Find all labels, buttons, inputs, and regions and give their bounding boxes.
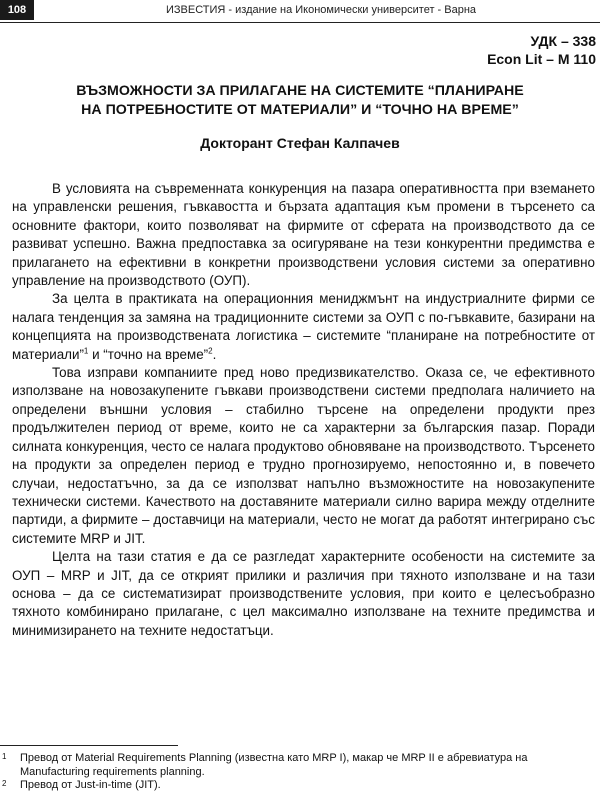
footnote-1 [0, 752, 594, 779]
title-line-1: ВЪЗМОЖНОСТИ ЗА ПРИЛАГАНЕ НА СИСТЕМИТЕ “ПЛАНИРАНЕ [76, 83, 524, 99]
paragraph-2-part-a: За целта в практиката на операционния мениджмънт на индустриалните фирми се налага тенденция за замяна на традиционните системи за ОУП с по-гъвкавите, базирани на концепцията на производствената логистика – системите “планиране на потребностите от материали” [12, 291, 595, 362]
econlit-code: Econ Lit – M 110 [487, 51, 596, 67]
author-name: Докторант Стефан Калпачев [200, 135, 400, 151]
footnote-mark-1: 1 [2, 752, 7, 761]
page-number: 108 [0, 0, 34, 20]
paragraph-2 [12, 290, 595, 364]
paragraph-2-part-b: и “точно на време” [88, 346, 209, 362]
paragraph-1: В условията на съвременната конкуренция на пазара оперативността при вземането на управленски решения, гъвкавостта и бързата адаптация към промени в търсенето са основните фактори, които позволяват на фирмите от сферата на производството да се развиват успешно. Важна предпоставка за осигуряване на тези конкурентни предимства е прилагането на ефективни в конкретни производствени условия системи за оперативно управление на производството (ОУП). [12, 181, 595, 289]
footnote-text-2: Превод от Just-in-time (JIT). [20, 779, 161, 791]
footnote-mark-2: 2 [2, 779, 7, 788]
journal-title: ИЗВЕСТИЯ - издание на Икономически университет - Варна [165, 4, 477, 16]
footnotes [0, 752, 594, 793]
footnote-divider [0, 745, 178, 746]
paragraph-4: Целта на тази статия е да се разгледат характерните особености на системите за ОУП – MRP и JIT, да се открият прилики и различия при тяхното използване и на тази основа – да се систематизират производствените условия, при които е целесъобразно тяхното комбинирано прилагане, с цел максимално използване на техните предимства и минимизирането на техните недостатъци. [12, 549, 595, 638]
paragraph-3: Това изправи компаниите пред ново предизвикателство. Оказа се, че ефективното използване на новозакупените гъвкави производствени системи предполага наличието на определени външни условия – стабилно търсене на определени продукти през продължителен период от време, които не са характерни за българския пазар. Поради силната конкуренция, често се налага продуктово обновяване на производството. Търсенето на продукти за определен период е трудно прогнозируемо, непостоянно и, в повечето случаи, недостатъчно, за да се използват напълно възможностите на новозакупените технически системи. Качеството на доставяните материали силно варира между отделните партиди, а фирмите – доставчици на материали, често не могат да работят интегрирано със системите MRP и JIT. [12, 365, 595, 546]
udk-code: УДК – 338 [530, 33, 596, 49]
footnote-ref-1[interactable]: 1 [83, 346, 89, 356]
classification-codes [487, 32, 596, 68]
running-header [0, 0, 600, 23]
footnote-text-1: Превод от Material Requirements Planning (известна като MRP I), макар че MRP II е абревиатура на Manufacturing requirements planning. [20, 752, 528, 778]
article-body [12, 180, 595, 640]
footnote-ref-2[interactable]: 2 [208, 346, 213, 356]
title-line-2: НА ПОТРЕБНОСТИТЕ ОТ МАТЕРИАЛИ” И “ТОЧНО НА ВРЕМЕ” [81, 102, 519, 118]
article-title [20, 82, 580, 120]
paragraph-2-part-c: . [212, 346, 217, 362]
footnote-2 [0, 779, 594, 793]
